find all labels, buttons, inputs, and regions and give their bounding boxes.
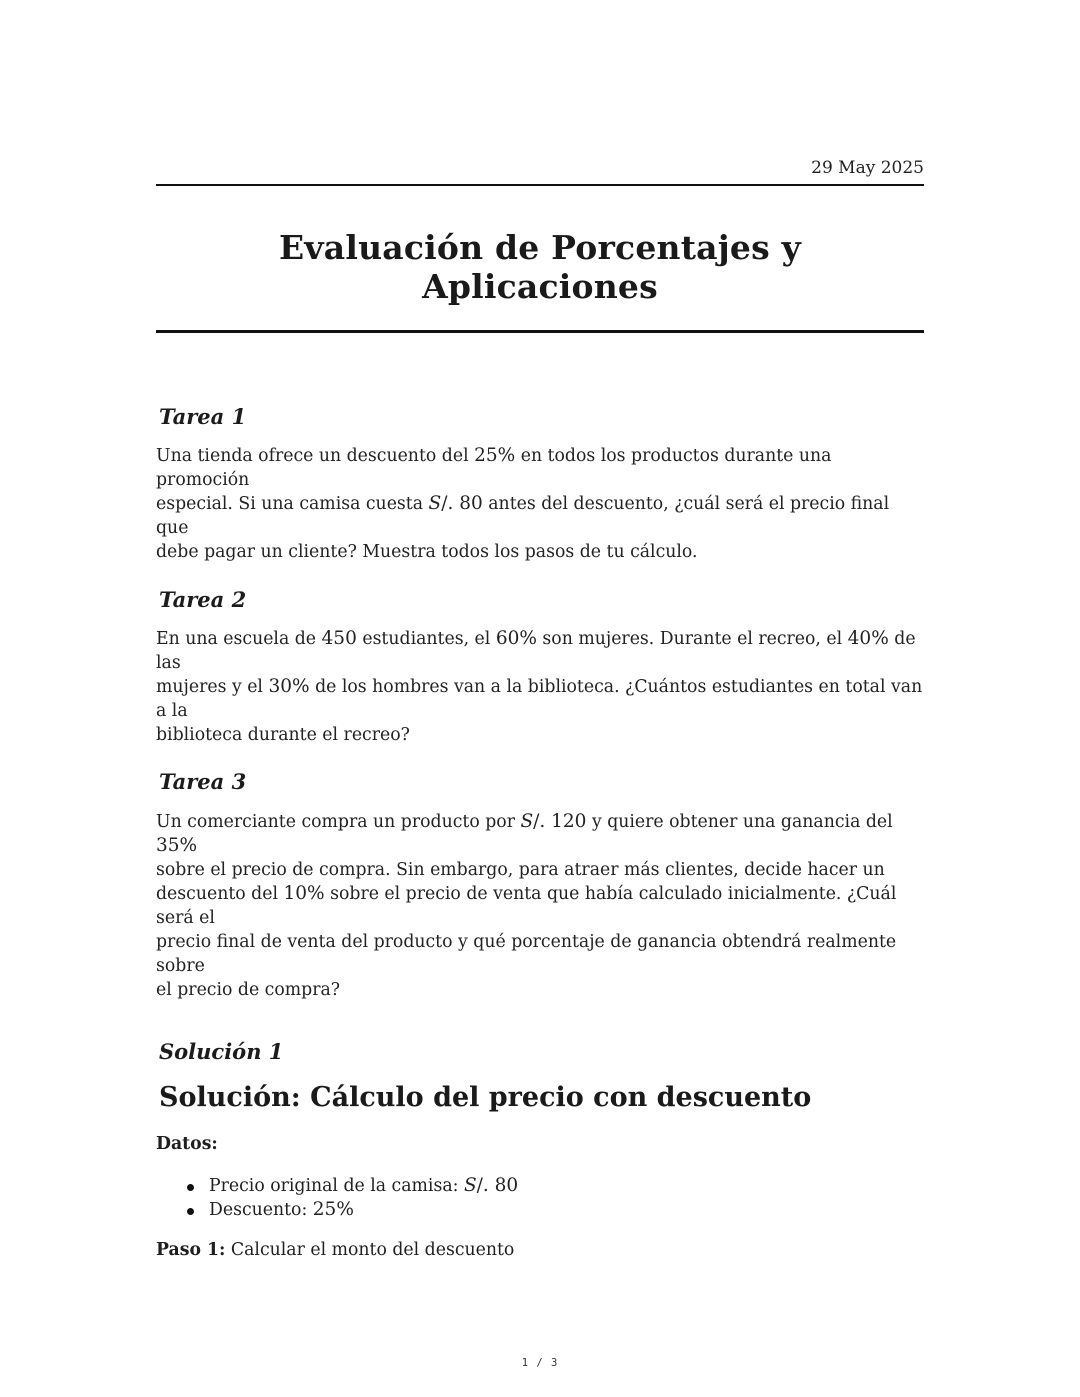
document-date: 29 May 2025 [811, 158, 924, 178]
list-item: Descuento: 25% [184, 1198, 518, 1222]
header-rule [156, 184, 924, 186]
solution-1-heading: Solución 1 [159, 1039, 284, 1064]
task-1-text: Una tienda ofrece un descuento del 25% en todos los productos durante una promoción especial. Si una camisa cuesta S/. 80 antes del descuento, ¿cuál será el precio final que debe pagar un cliente? Muestra todos los pasos de tu cálculo. [156, 445, 890, 562]
datos-list [184, 1174, 518, 1222]
task-1-heading: Tarea 1 [159, 404, 247, 429]
datos-label: Datos: [156, 1134, 218, 1154]
step-1 [156, 1240, 514, 1260]
document-page [156, 0, 924, 1397]
bullet-icon [187, 1184, 194, 1191]
solution-title: Solución: Cálculo del precio con descuento [159, 1082, 812, 1113]
list-item: Precio original de la camisa: S/. 80 [184, 1174, 518, 1198]
title-rule [156, 330, 924, 333]
step-1-label: Paso 1: [156, 1240, 226, 1260]
bullet-icon [187, 1208, 194, 1215]
task-3-text: Un comerciante compra un producto por S/. 120 y quiere obtener una ganancia del 35% sobre el precio de compra. Sin embargo, para atraer más clientes, decide hacer un descuento del 10% sobre el precio de venta que había calculado inicialmente. ¿Cuál será el precio final de venta del producto y qué porcentaje de ganancia obtendrá realmente sobre el precio de compra? [156, 811, 897, 1000]
page-number: 1 / 3 [521, 1357, 559, 1369]
task-2-heading: Tarea 2 [159, 587, 247, 612]
step-1-text: Calcular el monto del descuento [225, 1240, 515, 1260]
document-title: Evaluación de Porcentajes y Aplicaciones [279, 228, 801, 306]
task-3-heading: Tarea 3 [159, 769, 247, 794]
task-2-text: En una escuela de 450 estudiantes, el 60% son mujeres. Durante el recreo, el 40% de las mujeres y el 30% de los hombres van a la biblioteca. ¿Cuántos estudiantes en total van a la biblioteca durante el recreo? [156, 628, 923, 745]
